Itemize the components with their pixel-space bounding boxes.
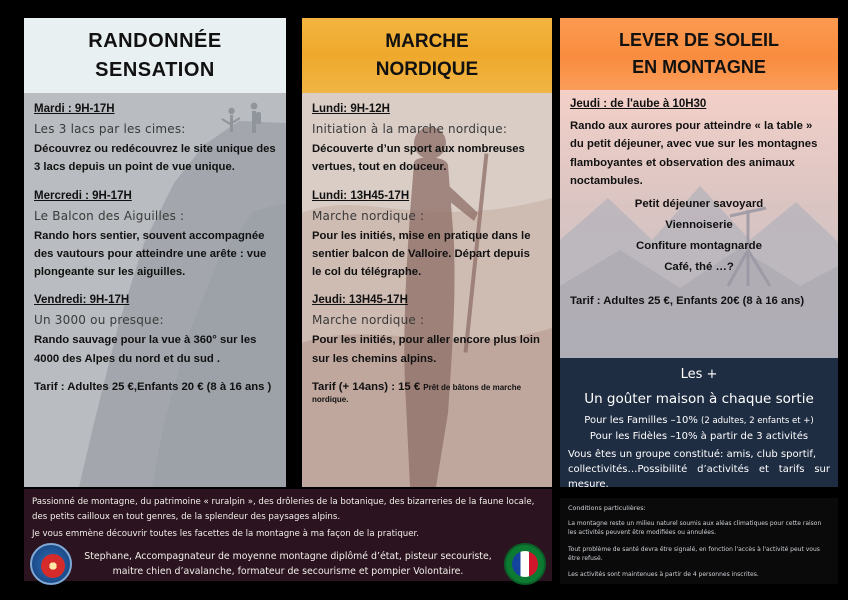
les-plus-group-line1: Vous êtes un groupe constitué: amis, club sportif, <box>568 449 817 460</box>
column-lever-de-soleil <box>560 18 838 487</box>
col3-header <box>560 18 838 90</box>
col1-day-1: Mardi : 9H-17H <box>34 103 115 115</box>
les-plus-group <box>566 447 832 487</box>
col2-tarif <box>312 381 542 405</box>
les-plus-family-offer: Pour les Familles –10% <box>584 415 698 426</box>
col3-day: Jeudi : de l'aube à 10H30 <box>570 98 707 110</box>
col2-block-1 <box>312 103 542 177</box>
bio-paragraph-1: Passionné de montagne, du patrimoine « ruralpin », des drôleries de la botanique, des bizarreries de la faune locale, des petits cailloux en tout genres, de la splendeur des paysages alpins. <box>32 497 535 522</box>
col1-day-2: Mercredi : 9H-17H <box>34 189 132 202</box>
bio-signature-line1: Stephane, Accompagnateur de moyenne montagne diplômé d’état, pisteur secouriste, <box>84 551 492 563</box>
col1-desc-2: Rando hors sentier, souvent accompagnée des vautours pour atteindre une arête : vue plongeante sur les aiguilles. <box>34 229 267 279</box>
col2-tarif-note: Prêt de bâtons de marche nordique. <box>312 383 522 405</box>
col1-title-line2: SENSATION <box>95 58 215 81</box>
col1-block-3 <box>34 294 276 368</box>
conditions-line-3: Les activités sont maintenues à partir de 4 personnes inscrites. <box>568 571 759 579</box>
les-plus-loyal: Pour les Fidèles –10% à partir de 3 activités <box>589 431 809 442</box>
col1-day-3: Vendredi: 9H-17H <box>34 294 130 307</box>
col3-title-line1: LEVER DE SOLEIL <box>618 30 780 50</box>
col1-header <box>24 18 286 93</box>
col1-desc-3: Rando sauvage pour la vue à 360° sur les 4000 des Alpes du nord et du sud . <box>34 334 257 365</box>
col1-subtitle-3: Un 3000 ou presque: <box>34 313 164 328</box>
column-marche-nordique <box>302 18 552 487</box>
col1-block-1 <box>34 103 276 177</box>
col1-subtitle-2: Le Balcon des Aiguilles : <box>34 208 185 223</box>
column-randonnee-sensation <box>24 18 286 487</box>
les-plus-section <box>560 358 838 487</box>
col2-day-2: Lundi: 13H45-17H <box>312 189 410 202</box>
col3-title-line2: EN MONTAGNE <box>632 57 766 77</box>
col2-title-line2: NORDIQUE <box>375 58 479 80</box>
col2-subtitle-3: Marche nordique : <box>312 313 425 328</box>
conditions-title: Conditions particulières: <box>568 504 646 512</box>
col1-title-line1: RANDONNÉE <box>88 29 222 52</box>
col3-menu-item-3: Confiture montagnarde <box>636 240 762 253</box>
col2-day-1: Lundi: 9H-12H <box>312 103 390 115</box>
sunrise-card <box>560 18 838 358</box>
bio-paragraph-2: Je vous emmène découvrir toutes les facettes de la montagne à ma façon de la pratiquer. <box>32 528 419 539</box>
les-plus-family-detail: (2 adultes, 2 enfants et +) <box>701 416 814 426</box>
col2-desc-2: Pour les initiés, mise en pratique dans le sentier balcon de Valloire. Départ depuis le col du télégraphe. <box>312 229 531 279</box>
col2-body <box>302 93 552 487</box>
mountain-guide-emblem-badge-icon <box>504 543 546 585</box>
bio-signature-text <box>72 549 504 579</box>
conditions-particulieres-block <box>560 498 838 584</box>
col3-desc: Rando aux aurores pour atteindre « la table » du petit déjeuner, avec vue sur les montagnes flamboyantes et observation des animaux noctambules. <box>570 120 818 187</box>
col2-subtitle-1: Initiation à la marche nordique: <box>312 122 508 136</box>
col2-desc-3: Pour les initiés, pour aller encore plus loin sur les chemins alpins. <box>312 334 540 365</box>
col2-content <box>312 103 542 405</box>
col1-desc-1: Découvrez ou redécouvrez le site unique des 3 lacs depuis un point de vue unique. <box>34 143 276 174</box>
snow-star-emblem-badge-icon <box>30 543 72 585</box>
col2-desc-1: Découverte d’un sport aux nombreuses vertues, tout en douceur. <box>312 143 525 174</box>
col2-subtitle-2: Marche nordique : <box>312 208 425 223</box>
col3-menu-item-1: Petit déjeuner savoyard <box>634 198 764 211</box>
bio-signature-line2: maitre chien d’avalanche, formateur de secourisme et pompier Volontaire. <box>112 566 464 578</box>
col3-menu-item-2: Viennoiserie <box>665 219 733 232</box>
col3-menu-item-4: Café, thé …? <box>664 261 734 274</box>
col2-title-line1: MARCHE <box>385 30 469 52</box>
conditions-line-2: Tout problème de santé devra être signalé, en fonction l'accès à l'activité peut vous être refusé. <box>568 545 820 562</box>
col3-tarif: Tarif : Adultes 25 €, Enfants 20€ (8 à 16 ans) <box>570 294 805 307</box>
col2-header <box>302 18 552 93</box>
col1-block-2 <box>34 190 276 282</box>
col1-subtitle-1: Les 3 lacs par les cimes: <box>34 122 186 136</box>
col2-day-3: Jeudi: 13H45-17H <box>312 294 408 307</box>
les-plus-main: Un goûter maison à chaque sortie <box>584 391 814 407</box>
col3-body <box>560 90 838 358</box>
conditions-line-1: La montagne reste un milieu naturel soumis aux aléas climatiques pour cette raison les activités peuvent être modifiées ou annulées. <box>568 520 822 537</box>
col3-content <box>570 98 828 307</box>
les-plus-title: Les + <box>680 367 718 382</box>
col1-tarif: Tarif : Adultes 25 €,Enfants 20 € (8 à 16 ans ) <box>34 381 272 394</box>
guide-bio-band <box>24 489 552 581</box>
les-plus-group-line2: collectivités…Possibilité d’activités et tarifs sur mesure. <box>568 464 830 487</box>
bio-signature-row <box>24 541 552 585</box>
col2-block-3 <box>312 294 542 368</box>
les-plus-family <box>566 415 832 426</box>
col1-content <box>34 103 276 393</box>
col2-block-2 <box>312 190 542 282</box>
col1-body <box>24 93 286 487</box>
col2-tarif-main: Tarif (+ 14ans) : 15 € <box>312 381 421 394</box>
